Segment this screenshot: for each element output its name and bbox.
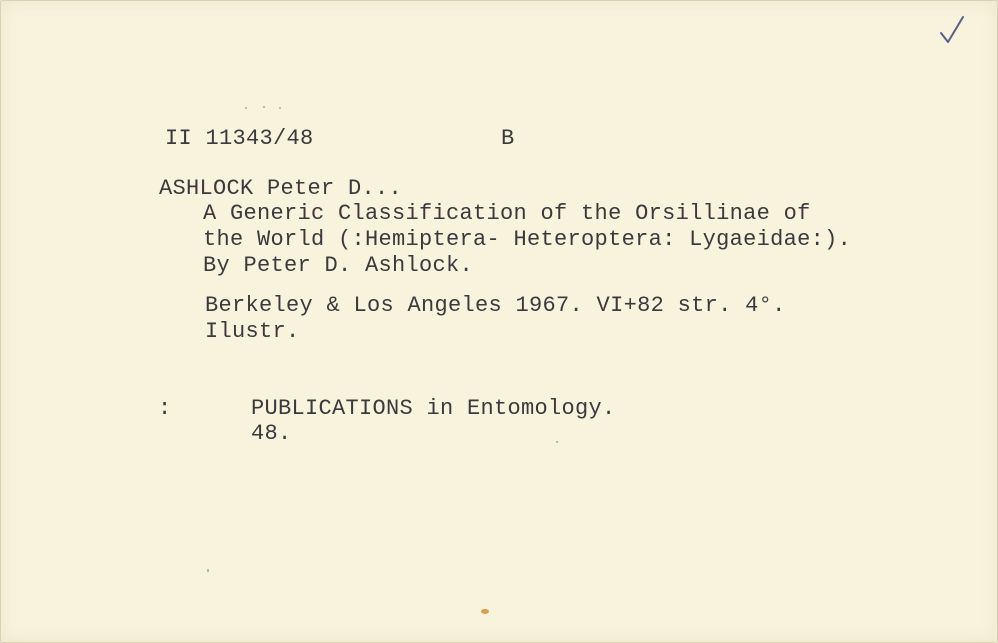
paper-speck xyxy=(207,569,209,572)
paper-speck xyxy=(245,107,247,109)
imprint-line: Berkeley & Los Angeles 1967. VI+82 str. 4°. xyxy=(205,293,786,318)
imprint-line: Ilustr. xyxy=(205,319,300,344)
title-line: By Peter D. Ashlock. xyxy=(203,253,474,278)
title-line: the World (:Hemiptera- Heteroptera: Lygaeidae:). xyxy=(203,227,852,252)
series-marker: : xyxy=(158,396,172,421)
paper-speck xyxy=(556,441,558,443)
paper-stain xyxy=(481,609,489,614)
location-letter: B xyxy=(501,126,515,151)
author-heading: ASHLOCK Peter D... xyxy=(159,176,403,201)
title-line: A Generic Classification of the Orsillinae of xyxy=(203,201,811,226)
call-number: II 11343/48 xyxy=(165,126,314,151)
check-mark-icon xyxy=(937,13,967,47)
paper-speck xyxy=(263,106,265,108)
series-line: PUBLICATIONS in Entomology. xyxy=(251,396,616,421)
series-line: 48. xyxy=(251,421,292,446)
paper-speck xyxy=(279,107,281,109)
